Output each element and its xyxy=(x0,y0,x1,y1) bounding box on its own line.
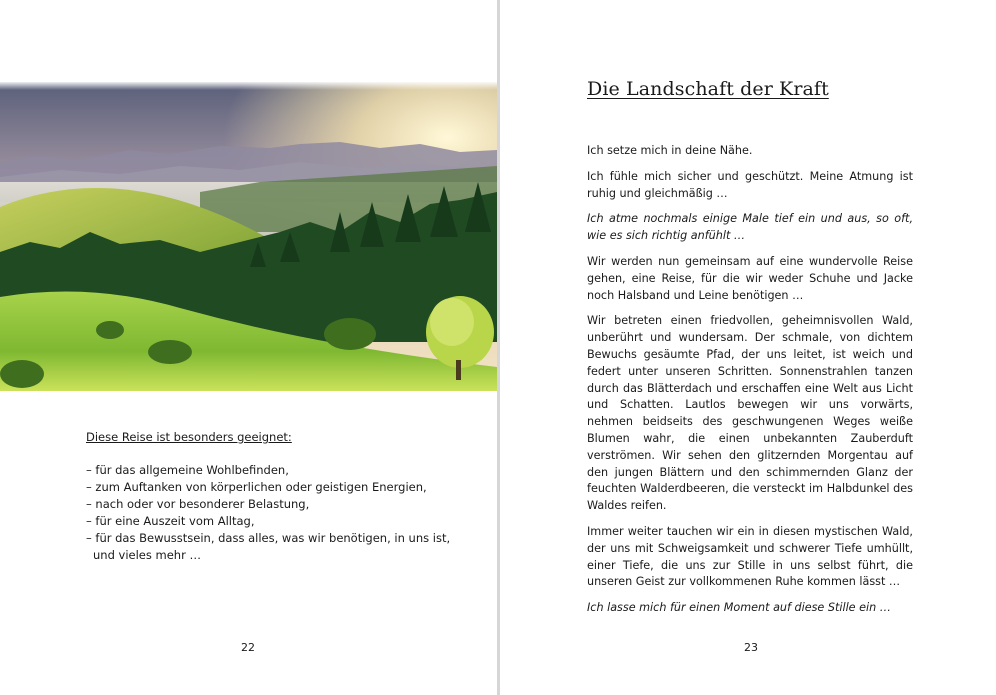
list-item: – für eine Auszeit vom Alltag, xyxy=(86,514,255,528)
landscape-illustration xyxy=(0,82,497,391)
suitability-list xyxy=(86,462,450,564)
paragraph: Immer weiter tauchen wir ein in diesen mystischen Wald, der uns mit Schweigsamkeit und schwerer Tiefe umhüllt, einer Tiefe, die uns zur Stille in uns selbst führt, die unseren Geist zur vollkommenen Ruhe kommen lässt … xyxy=(587,524,913,589)
list-item: – für das allgemeine Wohlbefinden, xyxy=(86,463,289,477)
list-item: und vieles mehr … xyxy=(93,548,201,562)
paragraph: Wir werden nun gemeinsam auf eine wundervolle Reise gehen, eine Reise, für die wir weder Schuhe und Jacke noch Halsband und Leine benötigen … xyxy=(587,254,913,302)
paragraph-italic: Ich lasse mich für einen Moment auf diese Stille ein … xyxy=(587,601,891,615)
chapter-title: Die Landschaft der Kraft xyxy=(587,78,829,100)
paragraph: Wir betreten einen friedvollen, geheimnisvollen Wald, unberührt und wundersam. Der schmale, von dichtem Bewuchs gesäumte Pfad, der uns leitet, ist weich und federt unter unseren Schritten. Sonnenstrahlen tanzen durch das Blätterdach und erschaffen eine Welt aus Licht und Schatten. Lautlos bewegen wir uns vorwärts, nehmen beidseits des geschwungenen Weges weiße Blumen wahr, die einen unbekannten Zauberduft verströmen. Wir sehen den glitzernden Morgentau auf den jungen Blättern und den schimmernden Glanz der feuchten Walderdbeeren, die versteckt im Halbdunkel des Waldes reifen. xyxy=(587,314,913,513)
list-item: – zum Auftanken von körperlichen oder geistigen Energien, xyxy=(86,480,427,494)
paragraph-italic: Ich atme nochmals einige Male tief ein und aus, so oft, wie es sich richtig anfühlt … xyxy=(587,212,913,243)
list-item: – für das Bewusstsein, dass alles, was wir benötigen, in uns ist, xyxy=(86,531,451,545)
paragraph: Ich setze mich in deine Nähe. xyxy=(587,144,753,157)
list-heading: Diese Reise ist besonders geeignet: xyxy=(86,430,292,444)
landscape-photo xyxy=(0,82,497,391)
paragraph: Ich fühle mich sicher und geschützt. Meine Atmung ist ruhig und gleichmäßig … xyxy=(587,169,913,200)
page-number-left: 22 xyxy=(241,641,255,654)
page-number-right: 23 xyxy=(744,641,758,654)
list-item: – nach oder vor besonderer Belastung, xyxy=(86,497,310,511)
body-text xyxy=(587,143,913,626)
right-page xyxy=(500,0,996,695)
